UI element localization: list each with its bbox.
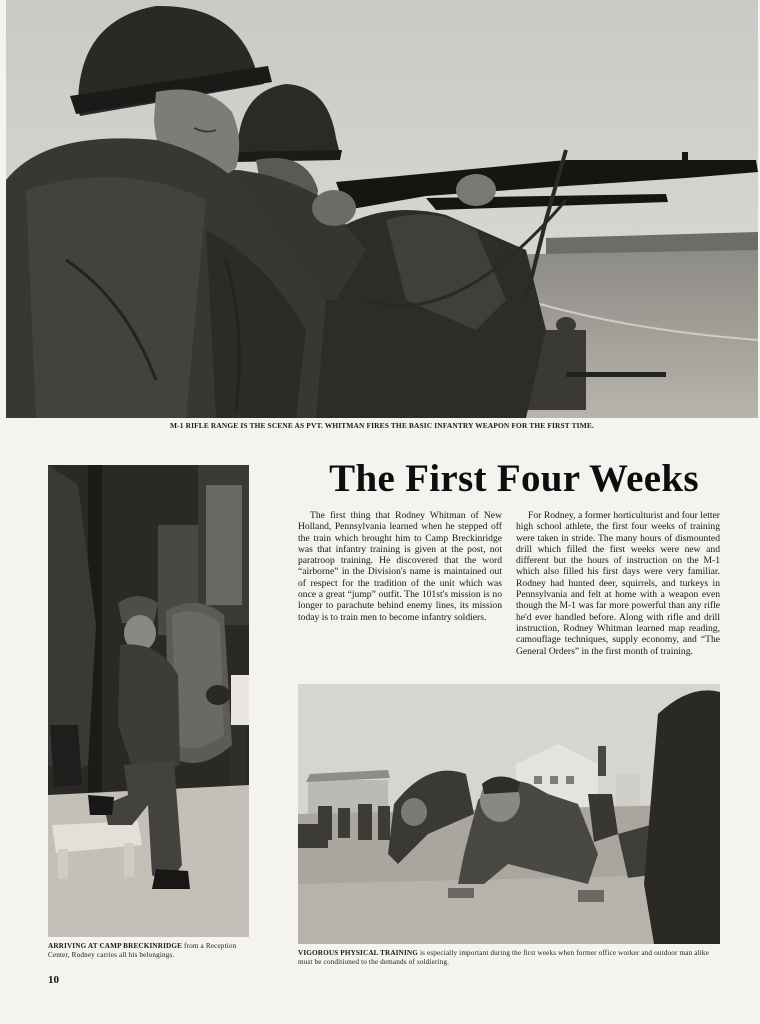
article-column-right <box>516 510 720 670</box>
article-headline: The First Four Weeks <box>329 457 699 500</box>
arrival-caption-lead: ARRIVING AT CAMP BRECKINRIDGE <box>48 942 183 950</box>
arrival-caption <box>48 942 250 960</box>
arrival-photo <box>48 465 249 937</box>
article-paragraph-2: For Rodney, a former horticulturist and four letter high school athlete, the first four weeks of training were taken in stride. The many hours of dismounted drill which filled the first weeks were new and different but the hours of instruction on the M-1 which also filled his first days were very familiar. Rodney had hunted deer, squirrels, and turkeys in Pennsylvania and felt at home with a weapon even though the M-1 was far more powerful than any rifle he'd ever handled before. Along with rifle and drill instruction, Rodney Whitman learned map reading, camouflage techniques, supply economy, and “The General Orders” in the first month of training. <box>516 510 720 657</box>
training-caption <box>298 949 722 967</box>
training-caption-lead: VIGOROUS PHYSICAL TRAINING <box>298 949 418 957</box>
top-photo-caption: M-1 RIFLE RANGE IS THE SCENE AS PVT. WHITMAN FIRES THE BASIC INFANTRY WEAPON FOR THE FIRST TIME. <box>170 421 594 430</box>
page-number: 10 <box>48 974 59 986</box>
rifle-range-photo <box>6 0 758 418</box>
physical-training-photo <box>298 684 720 944</box>
article-column-left <box>298 510 502 623</box>
arrival-caption-text: from a Reception Center, Rodney carries all his belongings. <box>48 942 237 959</box>
article-paragraph-1: The first thing that Rodney Whitman of New Holland, Pennsylvania learned when he stepped off the train which brought him to Camp Breckinridge was that infantry training is given at the post, not paratroop training. He discovered that the word “airborne” in the Division's name is maintained out of respect for the tradition of the unit which was once a great “jump” outfit. The 101st's mission is no longer to parachute behind enemy lines, its mission today is to train men to become infantry soldiers. <box>298 510 502 623</box>
training-caption-text: is especially important during the first weeks when former office worker and outdoor man alike must be conditioned to the demands of soldiering. <box>298 949 709 966</box>
